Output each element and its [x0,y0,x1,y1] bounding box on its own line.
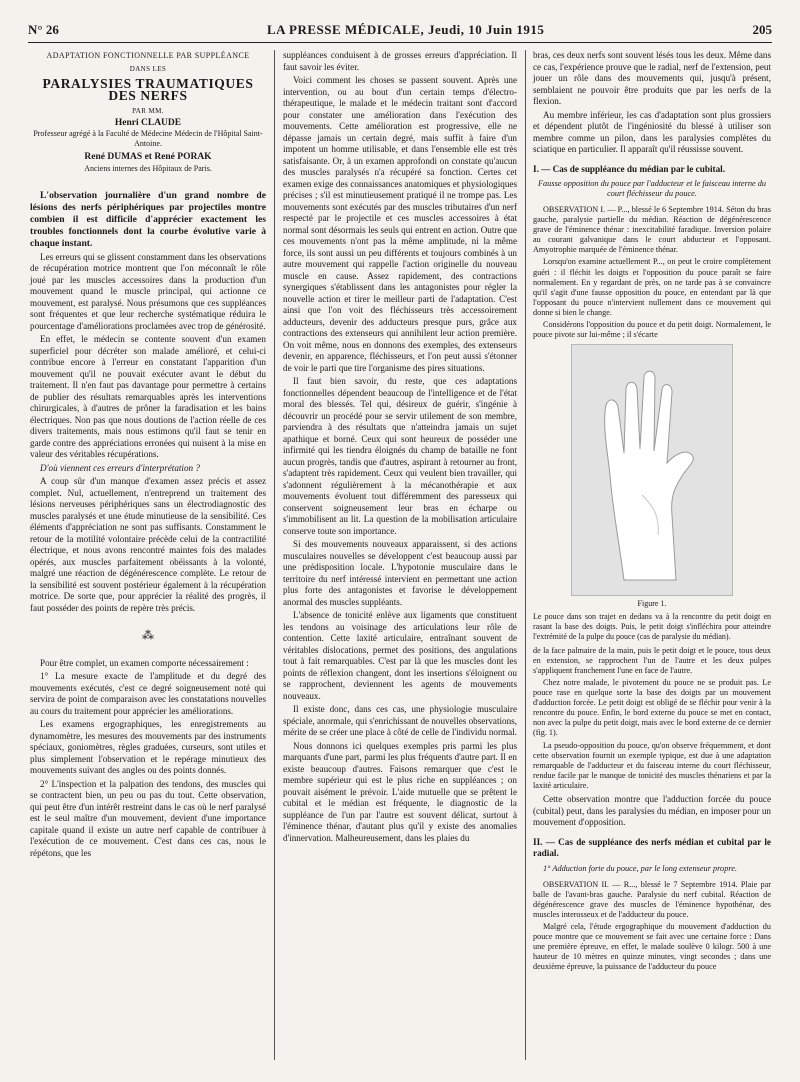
observation-text: Lorsqu'on examine actuellement P..., on peut le croire complètement guéri : il fléchit les doigts et l'opposition du pouce paraît se faire normalement. En y regardant de près, on ne tarde pas à se convaincre qu'il s'agit d'une fausse opposition du pouce, en entendant par là que l'opposant du pouce n'intervient nullement dans ce mouvement qui donne si bien le change. [533,257,771,317]
paragraph: Il faut bien savoir, du reste, que ces adaptations fonctionnelles dépendent beaucoup de l'intelligence et de l'état moral des blessés. Tel qui, désireux de guérir, s'ingénie à découvrir un procédé pour se servir utilement de son membre, parviendra à des résultats que n'atteindra jamais un sujet apathique et borné. Ceux qui sont heureux de posséder une infirmité qui les tiendra éloignés du champ de bataille ne font aucun progrès, tandis que d'autres, aspirant à retourner au front, s'adaptent très rapidement. Ceux qui veulent bien travailler, qui s'adonnent régulièrement à la mécanothérapie et aux mouvements évoluent tout différemment des paresseux qui conservent soigneusement leur bras en écharpe ou s'immobilisent au lit. La question de la mobilisation articulaire conserve toute son importance. [283,376,517,536]
paragraph: L'absence de tonicité enlève aux ligaments que constituent les tendons au voisinage des articulations leur rôle de contention. Cette laxité articulaire, entraînant souvent de véritables dislocations, permet des positions, des angulations tout à fait remarquables. C'est par là que les muscles dont les points de réflexion changent, dont les insertions s'éloignent ou se rapprochent, deviennent les agents de mouvements nouveaux. [283,610,517,701]
paragraph: Cette observation montre que l'adduction forcée du pouce (cubital) peut, dans les paralysies du médian, en imposer pour un mouvement d'opposition. [533,794,771,828]
paragraph: Les erreurs qui se glissent constamment dans les observations de récupération motrice montrent que l'on méconnaît le rôle joué par les muscles accessoires dans la production d'un mouvement quand le muscle principal, qui actionne ce mouvement, est paralysé. Nous présumons que ces suppléances sont fréquentes et que leur recherche systématique réduira le pourcentage d'améliorations proclamées avec trop de générosité. [30,251,266,331]
header-rule [28,42,772,43]
paragraph: Pour être complet, un examen comporte nécessairement : [40,657,249,668]
observation-text: Malgré cela, l'étude ergographique du mouvement d'adduction du pouce montre que ce mouvement se fait avec une certaine force : Dans une première épreuve, en effet, le malade soulève 0 kilogr. 500 à une hauteur de 10 mètres en quinze minutes, vingt secondes ; dans une deuxième épreuve, la puissance de l'adducteur du pouce [533,921,771,972]
paragraph: 1° La mesure exacte de l'amplitude et du degré des mouvements exécutés, c'est ce degré soigneusement noté qui servira de point de comparaison avec les constatations nouvelles au cours du traitement pour apprécier les améliorations. [30,671,266,716]
page-number: 205 [752,22,772,37]
section-heading: I. — Cas de suppléance du médian par le cubital. [533,163,726,174]
observation-text: OBSERVATION II. — R..., blessé le 7 Septembre 1914. Plaie par balle de l'avant-bras gauche. Paralysie du nerf cubital. Réaction de dégénérescence grave des muscles de l'éminence hypothénar, des muscles interosseux et de l'adducteur du pouce. [533,879,771,919]
observation-text: OBSERVATION I. — P..., blessé le 6 Septembre 1914. Séton du bras gauche, paralysie partielle du médian. Réaction de dégénérescence grave de l'éminence thénar : inexcitabilité faradique. Inversion polaire au courant galvanique dans le court abducteur et l'opposant. Amyotrophie marquée de l'éminence thénar. [533,205,771,255]
column-divider [274,50,275,1060]
figure-caption: Le pouce dans son trajet en dedans va à la rencontre du petit doigt en rasant la base des doigts. Puis, le petit doigt s'infléchira pour atteindre l'extrémité de la pulpe du pouce (cas de paralysie du médian). [533,611,771,641]
author-2: René DUMAS et René PORAK [84,152,212,162]
figure-label: Figure 1. [637,599,667,609]
paragraph: bras, ces deux nerfs sont souvent lésés tous les deux. Même dans ce cas, l'expérience prouve que le radial, nerf de l'extension, peut jouer un rôle dans des mouvements qui, jusqu'à présent, semblaient ne pouvoir être produits que par les nerfs de la flexion. [533,50,771,106]
observation-text: La pseudo-opposition du pouce, qu'on observe fréquemment, et dont cette observation fournit un exemple typique, est due à une adaptation remarquable de l'adducteur et du faisceau interne du court fléchisseur, rendue facile par le manque de tonicité des muscles thénariens et par la laxité articulaire. [533,740,771,790]
section-asterism: ⁂ [142,628,154,643]
lead-paragraph: L'observation journalière d'un grand nombre de lésions des nerfs périphériques par projectiles montre combien il est difficile d'apprécier exactement les troubles fonctionnels dont la courbe évolutive varie à chaque instant. [30,189,266,249]
author-2-affiliation: Anciens internes des Hôpitaux de Paris. [84,163,212,173]
paragraph: Voici comment les choses se passent souvent. Après une intervention, ou au bout d'un certain temps d'électro-thérapeutique, le malade et le médecin traitant sont d'accord pour constater une amélioration dans l'exécution des mouvements. Cette amélioration est progressive, elle ne dépasse jamais un certain degré, mais suffit à faire d'un impotent un homme utilisable, et dans l'ensemble elle est très satisfaisante. Or, à un examen approfondi on constate qu'aucun des muscles paralysés n'a récupéré sa fonction. Certes cet examen exige des connaissances anatomiques et physiologiques précises ; s'il est minutieusement pratiqué il ne trompe pas. Les mouvements sont exécutés par des muscles tributaires d'un nerf respecté par le projectile et ces muscles accessoires à état normal sont désormais les seuls qui entrent en action. Outre que ces mouvements n'ont pas la même amplitude, ni la même force, ils sont aussi un peu différents et toujours combinés à un autre mouvement qui rappelle l'action originelle du nouveau muscle en cause. Assez rapidement, des contractions synergiques s'établissent dans les antagonistes pour régler la nouvelle action et tirer le meilleur parti de l'adaptation. C'est ainsi que l'on voit des fléchisseurs très accessoirement adducteurs, devenir des adducteurs presque purs, grâce aux contractions des extenseurs qui annihilent leur action première. On voit même, nous en donnons des exemples, des extenseurs devenir, en apparence, fléchisseurs, et l'on peut aussi s'étonner de voir le parti que tire l'organisme des pires situations. [283,75,517,373]
paragraph: 2° L'inspection et la palpation des tendons, des muscles qui se contractent bien, un peu ou pas du tout. Cette observation, qui peut être d'un intérêt restreint dans le cas où le nerf paralysé est le seul maître d'un mouvement, devient d'une importance capitale quand il existe un autre nerf capable de contribuer à l'exécution de ce mouvement. C'est dans ces cas, nous le répétons, que les [30,778,266,858]
paragraph: Nous donnons ici quelques exemples pris parmi les plus marquants d'une part, parmi les plus fréquents d'autre part. Il en existe beaucoup d'autres. Faisons remarquer que c'est le membre supérieur qui est le plus riche en suppléances ; on pouvait aisément le prévoir. L'aide mutuelle que se prêtent le cubital et le médian est fréquente, le diagnostic de la suppléance de l'un par l'autre est souvent délicat, surtout à l'éminence thénar, d'autant plus qu'il y existe des anomalies d'innervation. Malheureusement, dans les plaies du [283,740,517,843]
section-subheading: Fausse opposition du pouce par l'adducteur et le faisceau interne du court fléchisseur du pouce. [537,179,767,198]
article-pre-title: ADAPTATION FONCTIONNELLE PAR SUPPLÉANCE [46,51,250,60]
paragraph: A coup sûr d'un manque d'examen assez précis et assez complet. Nul, actuellement, n'entreprend un traitement des lésions nerveuses périphériques sans un électrodiagnostic des muscles paralysés et une étude minutieuse de la sensibilité. Ces éléments d'appréciation ne sont pas suffisants. Constamment le retour de la motilité volontaire précède celui de la contractilité électrique, et nous avons rencontré maintes fois des malades opérés, aux muscles parfaitement obéissants à la volonté, malgré une réaction de dégénérescence complète. Le retour de la sensibilité est souvent postérieur également à la récupération motrice. De sorte que, pour apprécier la réalité des progrès, il faut posséder des points de repère très précis. [30,476,266,613]
author-1: Henri CLAUDE [114,117,182,128]
column-2 [283,50,517,846]
observation-text: Considérons l'opposition du pouce et du petit doigt. Normalement, le pouce pivote sur lui-même ; il s'écarte [533,320,771,340]
column-divider [525,50,526,1060]
paragraph: Il existe donc, dans ces cas, une physiologie musculaire spéciale, anormale, qui s'enrichissant de nouvelles observations, mérite de se créer une place à côté de celle de l'individu normal. [283,704,518,737]
author-1-affiliation: Professeur agrégé à la Faculté de Médecine Médecin de l'Hôpital Saint-Antoine. [33,129,263,148]
article-dans-les: DANS LES [129,64,167,73]
paragraph: suppléances conduisent à de grosses erreurs d'appréciation. Il faut savoir les éviter. [283,50,517,72]
question-line: D'où viennent ces erreurs d'interprétation ? [40,462,200,473]
paragraph: Si des mouvements nouveaux apparaissent, si des actions musculaires nouvelles se développent c'est beaucoup aussi par une prédisposition locale. L'hypotonie musculaire dans le territoire du nerf intéressé intervient en permettant une action plus forte des antagonistes et favorise le développement anormal des muscles suppléants. [283,539,517,607]
article-title: PARALYSIES TRAUMATIQUES DES NERFS [42,76,254,103]
paragraph: Au membre inférieur, les cas d'adaptation sont plus grossiers et dépendent plutôt de l'ingéniosité du blessé à utiliser son membre comme un pilon, dans les paralysies complètes du sciatique en particulier. Il apparaît qu'il réussisse souvent. [533,109,771,154]
paragraph: Les examens ergographiques, les enregistrements au dynamomètre, les mesures des mouvements par des instruments spéciaux, goniomètres, règles graduées, curseurs, sont utiles et plus simplement l'observation et le repérage minutieux des mouvements suivant des angles ou des points donnés. [30,719,266,776]
issue-number: N° 26 [28,22,59,37]
section-heading: II. — Cas de suppléance des nerfs médian et cubital par le radial. [533,836,771,859]
section-subheading: 1° Adduction forte du pouce, par le long extenseur propre. [543,863,738,873]
article-par: PAR MM. [132,107,164,115]
paragraph: En effet, le médecin se contente souvent d'un examen superficiel pour décréter son malade amélioré, et celui-ci contribue encore à l'erreur en constatant l'apparition d'un mouvement qu'il ne pouvait exécuter avant le début du traitement. Il n'en faut pas davantage pour permettre à certains de publier des résultats remarquables après les interventions chirurgicales, à d'autres de prôner la faradisation et les bains électriques. Non pas que nous doutions de l'action réelle de ces divers traitements, mais nous estimons qu'il faut se tenir en garde contre des appréciations erronées qui nuisent à la mise en valeur des véritables récupérations. [30,334,266,460]
observation-text: Chez notre malade, le pivotement du pouce ne se produit pas. Le pouce rase en quelque sorte la base des doigts par un mouvement d'adduction forcée. Le petit doigt est obligé de se fléchir pour venir à la rencontre du pouce. Enfin, le bord externe du pouce se met en contact, non avec la pulpe du petit doigt, mais avec le bord externe de ce dernier (fig. 1). [533,678,771,738]
journal-title: LA PRESSE MÉDICALE, Jeudi, 10 Juin 1915 [266,22,545,37]
running-header [28,22,772,40]
observation-text: de la face palmaire de la main, puis le petit doigt et le pouce, tous deux en extension, se rapprochent l'un de l'autre et les deux pulpes s'appliquent franchement l'une en face de l'autre. [533,645,771,675]
hand-photograph [571,344,733,596]
column-1 [30,50,266,861]
column-3 [533,50,771,974]
